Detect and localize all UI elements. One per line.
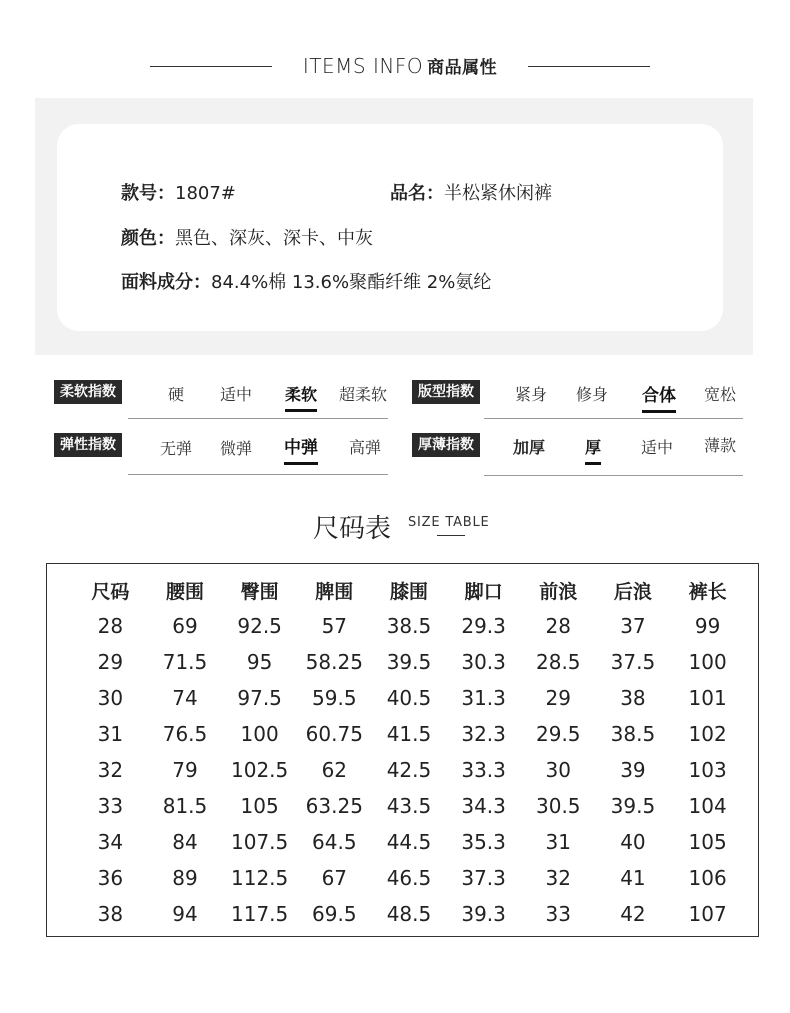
table-cell: 28 — [97, 614, 124, 638]
table-cell: 30.5 — [536, 794, 581, 818]
table-cell: 41.5 — [386, 722, 432, 746]
softness-option-hard: 硬 — [168, 385, 185, 404]
table-cell: 81.5 — [162, 794, 208, 818]
table-cell: 39 — [620, 758, 646, 782]
table-row — [73, 644, 745, 680]
softness-option-soft-selected: 柔软 — [285, 382, 317, 405]
table-cell: 57 — [321, 614, 348, 638]
elasticity-index-label: 弹性指数 — [54, 433, 122, 457]
table-row — [73, 896, 745, 932]
fit-option-regular-selected: 合体 — [642, 381, 676, 406]
header-hem: 脚口 — [464, 580, 503, 603]
table-cell: 33.3 — [461, 758, 506, 782]
table-cell: 31 — [97, 722, 124, 746]
size-table-body — [73, 608, 745, 932]
table-cell: 97.5 — [237, 686, 282, 710]
header-title-en: ITEMS INFO — [302, 54, 424, 78]
softness-divider — [128, 418, 388, 419]
fabric-value: 84.4%棉 13.6%聚酯纤维 2%氨纶 — [211, 272, 492, 293]
table-cell: 35.3 — [461, 830, 506, 854]
elasticity-option-high: 高弹 — [349, 438, 382, 457]
table-row — [73, 608, 745, 644]
size-table-heading — [0, 508, 790, 548]
softness-index — [54, 380, 394, 406]
table-cell: 42.5 — [386, 758, 432, 782]
table-cell: 29.5 — [536, 722, 581, 746]
table-cell: 28.5 — [536, 650, 581, 674]
header-knee: 膝围 — [389, 580, 428, 603]
header-length: 裤长 — [688, 580, 727, 603]
header-waist: 腰围 — [165, 580, 204, 603]
items-info-header — [0, 50, 790, 84]
size-table-title-zh: 尺码表 — [313, 514, 392, 544]
table-cell: 32 — [97, 758, 124, 782]
table-cell: 32 — [545, 866, 571, 890]
header-divider-right — [528, 66, 650, 67]
color-row — [121, 224, 373, 250]
fabric-label: 面料成分： — [121, 272, 211, 293]
table-cell: 48.5 — [386, 902, 432, 926]
table-cell: 44.5 — [386, 830, 432, 854]
elasticity-divider — [128, 474, 388, 475]
table-cell: 69.5 — [312, 902, 357, 926]
header-divider-left — [150, 66, 272, 67]
table-cell: 69 — [172, 614, 198, 638]
table-cell: 59.5 — [312, 686, 357, 710]
table-row — [73, 824, 745, 860]
table-cell: 31 — [545, 830, 571, 854]
table-cell: 28 — [545, 614, 571, 638]
fit-option-loose: 宽松 — [704, 385, 737, 404]
info-card — [57, 124, 723, 331]
table-cell: 37.5 — [610, 650, 656, 674]
header-front-rise: 前浪 — [539, 580, 578, 603]
table-cell: 63.25 — [305, 794, 363, 818]
product-name-row — [390, 179, 552, 205]
fit-index-label: 版型指数 — [412, 380, 480, 404]
table-cell: 39.5 — [610, 794, 656, 818]
size-table-grid — [73, 572, 745, 932]
table-cell: 46.5 — [386, 866, 432, 890]
fit-index — [410, 380, 750, 406]
table-cell: 104 — [688, 794, 727, 818]
table-cell: 32.3 — [461, 722, 506, 746]
table-cell: 94 — [172, 902, 198, 926]
thickness-option-extra-thick: 加厚 — [513, 438, 546, 457]
product-name-value: 半松紧休闲裤 — [444, 183, 552, 204]
table-cell: 34.3 — [461, 794, 506, 818]
header-thigh: 脾围 — [315, 580, 354, 603]
table-cell: 101 — [688, 686, 727, 710]
table-cell: 29 — [97, 650, 124, 674]
table-cell: 30 — [545, 758, 571, 782]
fit-option-slim: 修身 — [576, 385, 609, 404]
table-cell: 31.3 — [461, 686, 506, 710]
elasticity-option-medium-selected: 中弹 — [284, 433, 318, 458]
fit-divider — [484, 418, 743, 419]
thickness-index-label: 厚薄指数 — [412, 433, 480, 457]
header-size: 尺码 — [91, 580, 130, 603]
style-no-value: 1807# — [175, 183, 236, 204]
table-cell: 100 — [688, 650, 727, 674]
table-cell: 62 — [321, 758, 348, 782]
table-cell: 42 — [620, 902, 646, 926]
header-title-zh: 商品属性 — [427, 58, 498, 78]
softness-option-medium: 适中 — [220, 385, 253, 404]
table-cell: 41 — [620, 866, 646, 890]
table-cell: 60.75 — [305, 722, 363, 746]
table-cell: 107 — [688, 902, 727, 926]
elasticity-index — [54, 433, 394, 459]
table-cell: 33 — [97, 794, 124, 818]
table-cell: 37.3 — [461, 866, 506, 890]
table-cell: 89 — [172, 866, 198, 890]
table-cell: 117.5 — [231, 902, 289, 926]
table-row — [73, 788, 745, 824]
info-panel — [35, 98, 753, 355]
thickness-option-medium: 适中 — [641, 438, 674, 457]
color-label: 颜色： — [121, 228, 175, 249]
table-cell: 102 — [688, 722, 727, 746]
table-cell: 38 — [97, 902, 124, 926]
table-cell: 106 — [688, 866, 727, 890]
thickness-index — [410, 433, 750, 459]
thickness-divider — [484, 475, 743, 476]
elasticity-option-none: 无弹 — [160, 439, 193, 458]
table-cell: 84 — [172, 830, 198, 854]
table-cell: 74 — [172, 686, 198, 710]
size-table-title-en: SIZE TABLE — [408, 515, 490, 530]
elasticity-option-slight: 微弹 — [220, 439, 253, 458]
table-row — [73, 680, 745, 716]
table-cell: 92.5 — [237, 614, 282, 638]
softness-index-label: 柔软指数 — [54, 380, 122, 404]
table-cell: 79 — [172, 758, 198, 782]
table-cell: 43.5 — [386, 794, 432, 818]
table-cell: 67 — [321, 866, 348, 890]
table-cell: 38.5 — [386, 614, 432, 638]
table-cell: 64.5 — [312, 830, 357, 854]
table-cell: 40 — [620, 830, 646, 854]
table-row — [73, 716, 745, 752]
table-cell: 71.5 — [162, 650, 208, 674]
table-cell: 29.3 — [461, 614, 506, 638]
size-table-header-row — [73, 572, 745, 608]
header-back-rise: 后浪 — [613, 580, 652, 603]
table-cell: 39.3 — [461, 902, 506, 926]
table-cell: 37 — [620, 614, 646, 638]
softness-option-super-soft: 超柔软 — [339, 385, 388, 404]
table-cell: 100 — [240, 722, 279, 746]
style-no-label: 款号： — [121, 183, 175, 204]
thickness-option-thick-selected: 厚 — [585, 435, 601, 458]
table-cell: 33 — [545, 902, 571, 926]
table-cell: 30.3 — [461, 650, 506, 674]
table-cell: 30 — [97, 686, 124, 710]
table-cell: 107.5 — [231, 830, 289, 854]
table-cell: 40.5 — [386, 686, 432, 710]
table-cell: 29 — [545, 686, 571, 710]
header-hip: 臀围 — [240, 580, 279, 603]
table-cell: 103 — [688, 758, 727, 782]
table-cell: 39.5 — [386, 650, 432, 674]
table-cell: 38.5 — [610, 722, 656, 746]
size-table — [46, 563, 759, 937]
table-cell: 38 — [620, 686, 646, 710]
table-cell: 105 — [688, 830, 727, 854]
table-cell: 36 — [97, 866, 124, 890]
table-cell: 105 — [240, 794, 279, 818]
fit-option-tight: 紧身 — [515, 385, 548, 404]
product-name-label: 品名： — [390, 183, 444, 204]
table-cell: 34 — [97, 830, 124, 854]
table-row — [73, 752, 745, 788]
size-table-title-underline — [437, 535, 465, 536]
table-cell: 95 — [246, 650, 273, 674]
style-no-row — [121, 179, 236, 205]
table-cell: 102.5 — [231, 758, 289, 782]
table-cell: 99 — [694, 614, 721, 638]
color-value: 黑色、深灰、深卡、中灰 — [175, 228, 373, 249]
header-title — [272, 53, 528, 78]
table-cell: 112.5 — [231, 866, 289, 890]
table-cell: 76.5 — [162, 722, 208, 746]
table-cell: 58.25 — [305, 650, 363, 674]
thickness-option-thin: 薄款 — [704, 436, 737, 455]
table-row — [73, 860, 745, 896]
fabric-row — [121, 268, 491, 294]
